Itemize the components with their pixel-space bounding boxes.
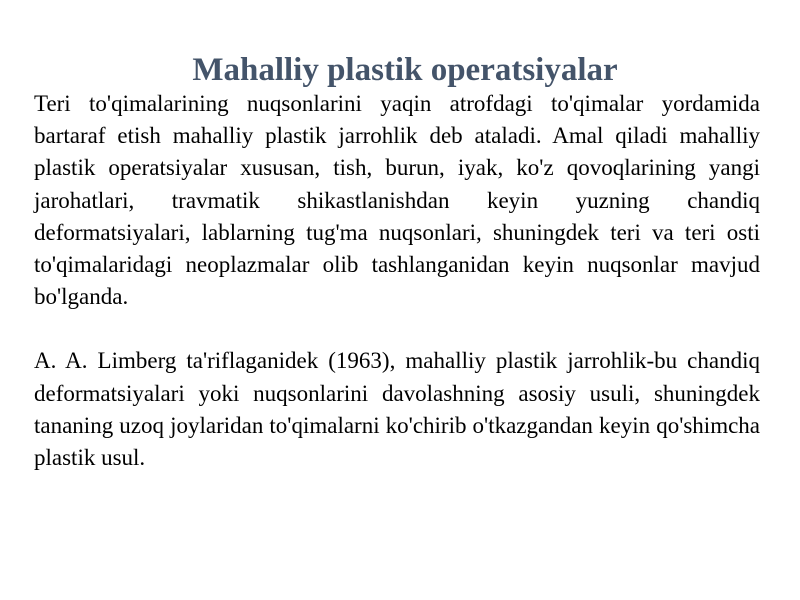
- paragraph-gap: [34, 313, 760, 345]
- paragraph-2: A. A. Limberg ta'riflaganidek (1963), mahalliy plastik jarrohlik-bu chandiq deformatsiyalari yoki nuqsonlarini davolashning asosiy usuli, shuningdek tananing uzoq joylaridan to'qimalarni ko'chirib o'tkazgandan keyin qo'shimcha plastik usul.: [34, 348, 760, 471]
- slide-body: [34, 88, 760, 474]
- paragraph-1: Teri to'qimalarining nuqsonlarini yaqin atrofdagi to'qimalar yordamida bartaraf etish mahalliy plastik jarrohlik deb ataladi. Amal qiladi mahalliy plastik operatsiyalar xususan, tish, burun, iyak, ko'z qovoqlarining yangi jarohatlari, travmatik shikastlanishdan keyin yuzning chandiq deformatsiyalari, lablarning tug'ma nuqsonlari, shuningdek teri va teri osti to'qimalaridagi neoplazmalar olib tashlanganidan keyin nuqsonlar mavjud bo'lganda.: [34, 91, 760, 310]
- slide-title: Mahalliy plastik operatsiyalar: [192, 52, 618, 88]
